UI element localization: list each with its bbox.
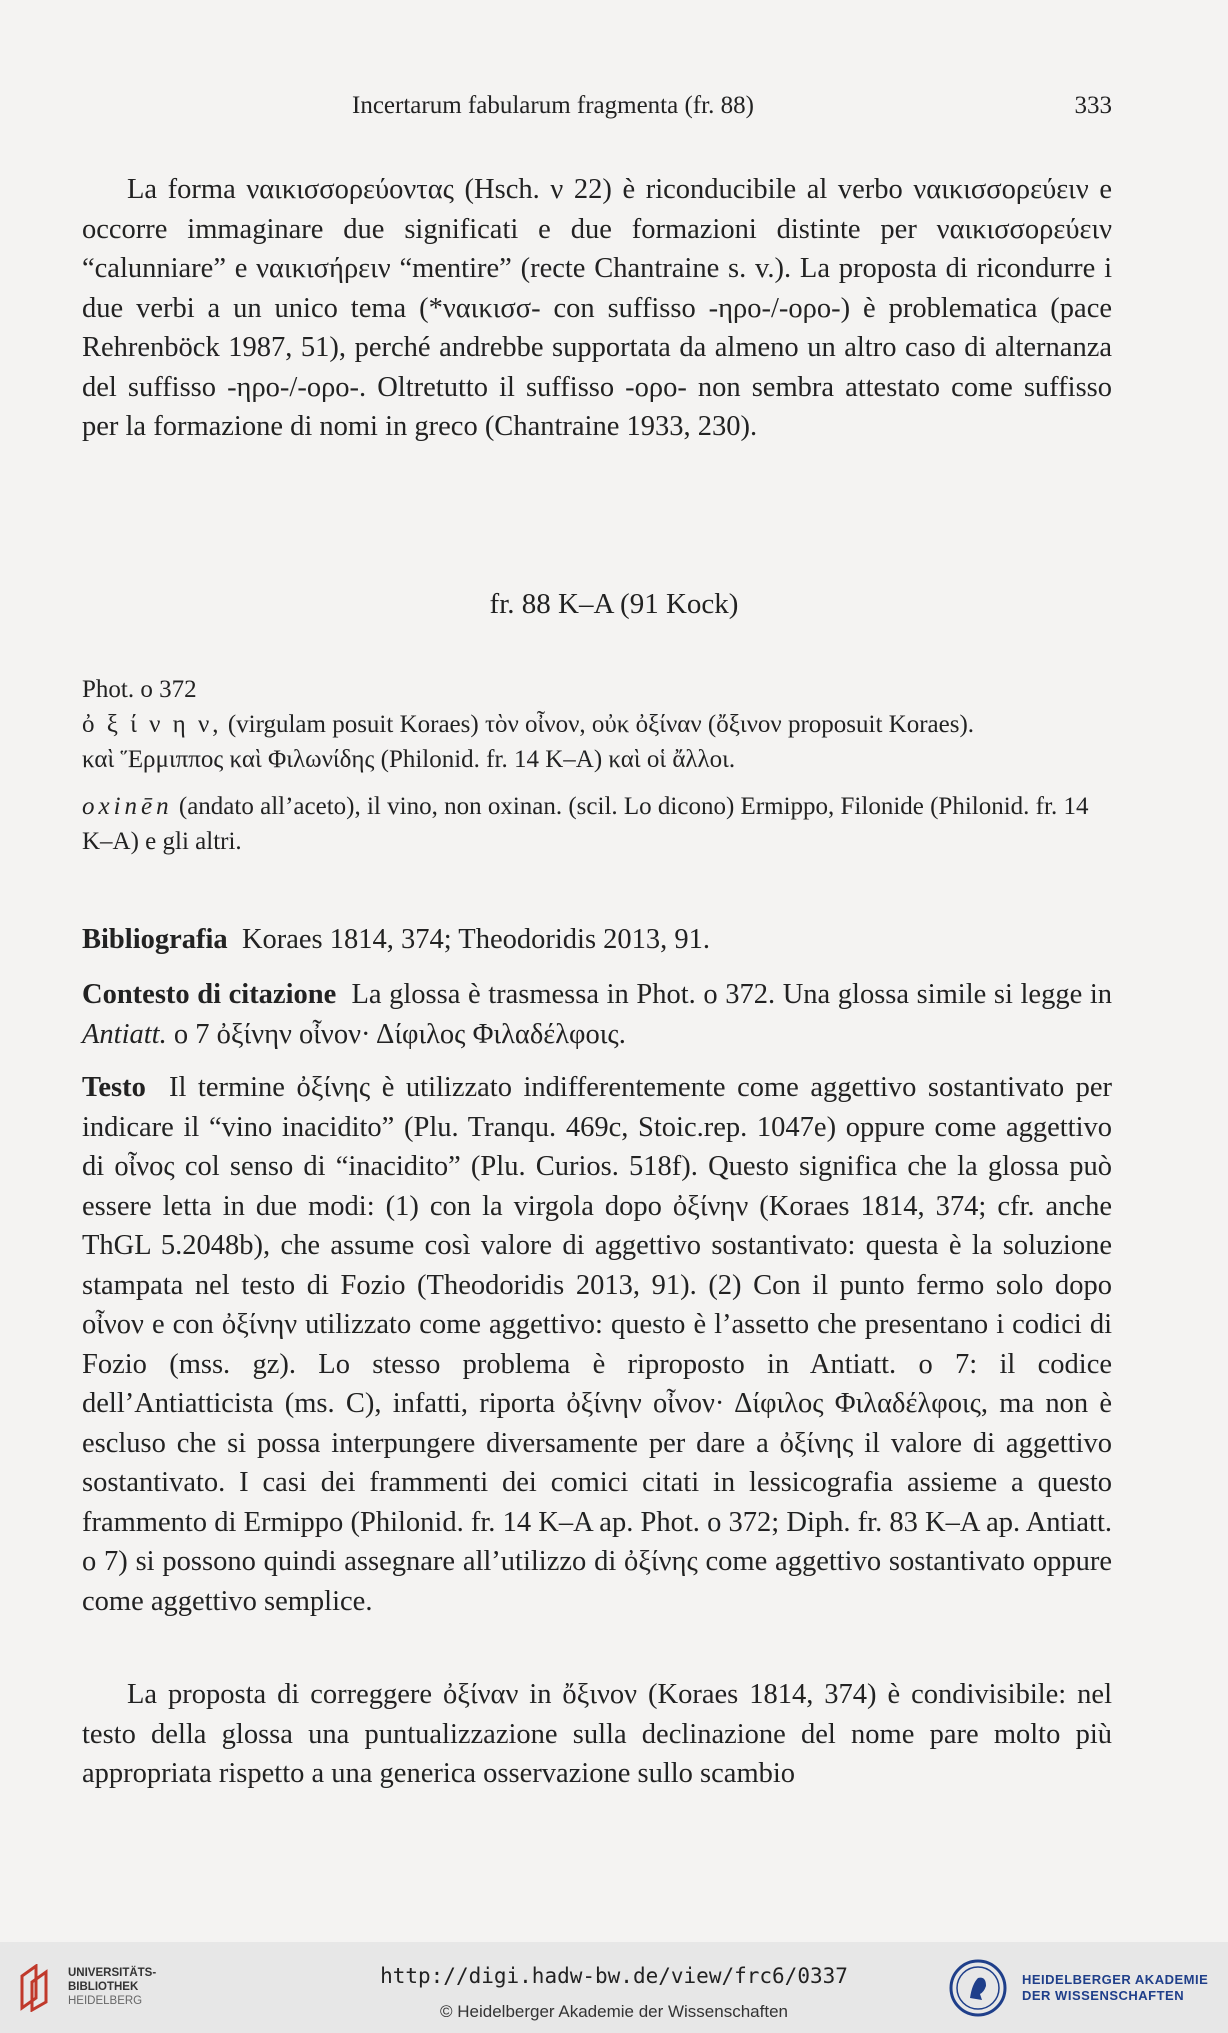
fragment-title: fr. 88 K–A (91 Kock) <box>489 588 739 620</box>
permalink-url[interactable]: http://digi.hadw-bw.de/view/frc6/0337 <box>380 1964 848 1988</box>
greek-text-line-1 <box>82 707 1112 742</box>
bibliografia-text: Koraes 1814, 374; Theodoridis 2013, 91. <box>241 924 711 955</box>
paragraph-1: La forma ναικισσορεύοντας (Hsch. ν 22) è riconducibile al verbo ναικισσορεύειν e occorre immaginare due significati e due formazioni distinte per ναικισσορεύειν “calunniare” e ναικισήρειν “mentire” (recte Chantraine s. v.). La proposta di ricondurre i due verbi a un unico tema (*ναικισσ- con suffisso -ηρο-/-ορο-) è problematica (pace Rehrenböck 1987, 51), perché andrebbe supportata da almeno un altro caso di alternanza del suffisso -ηρο-/-ορο-. Oltretutto il suffisso -ορο- non sembra attestato come suffisso per la formazione di nomi in greco (Chantraine 1933, 230). <box>82 174 1112 442</box>
translation <box>82 789 1112 859</box>
ub-line-2: BIBLIOTHEK <box>68 1981 139 1993</box>
ub-line-3: HEIDELBERG <box>68 1995 143 2007</box>
greek-text-line-2: καὶ Ἕρμιππος καὶ Φιλωνίδης (Philonid. fr. 14 K–A) καὶ οἱ ἄλλοι. <box>82 746 736 773</box>
contesto-label: Contesto di citazione <box>82 979 337 1010</box>
last-paragraph: La proposta di correggere ὀξίναν in ὄξινον (Koraes 1814, 374) è condivisibile: nel testo della glossa una puntualizzazione sulla declinazione del nome pare molto più appropriata rispetto a una generica osservazione sullo scambio <box>82 1679 1112 1789</box>
academy-line-1: HEIDELBERGER AKADEMIE <box>1022 1972 1209 1987</box>
greek-text-rest: (virgulam posuit Koraes) τὸν οἶνον, οὐκ ὀξίναν (ὄξινον proposuit Koraes). <box>221 711 975 738</box>
testo-text: Il termine ὀξίνης è utilizzato indifferentemente come aggettivo sostantivato per indicare il “vino inacidito” (Plu. Tranqu. 469c, Stoic.rep. 1047e) oppure come aggettivo di οἶνος col senso di “inacidito” (Plu. Curios. 518f). Questo significa che la glossa può essere letta in due modi: (1) con la virgola dopo ὀξίνην (Koraes 1814, 374; cfr. anche ThGL 5.2048b), che assume così valore di aggettivo sostantivato: questa è la soluzione stampata nel testo di Fozio (Theodoridis 2013, 91). (2) Con il punto fermo solo dopo οἶνον e con ὀξίνην utilizzato come aggettivo: questo è l’assetto che presentano i codici di Fozio (mss. gz). Lo stesso problema è riproposto in Antiatt. ο 7: il codice dell’Antiatticista (ms. C), infatti, riporta ὀξίνην οἶνον· Δίφιλος Φιλαδέλφοις, ma non è escluso che si possa interpungere diversamente per dare a ὀξίνης il valore di aggettivo sostantivato. I casi dei frammenti dei comici citati in lessicografia assieme a questo frammento di Ermippo (Philonid. fr. 14 K–A ap. Phot. ο 372; Diph. fr. 83 K–A ap. Antiatt. ο 7) si possono quindi assegnare all’utilizzo di ὀξίνης come aggettivo sostantivato oppure come aggettivo semplice. <box>82 1072 1112 1617</box>
contesto-text-b: Antiatt. <box>82 1018 167 1050</box>
testo-label: Testo <box>82 1072 146 1103</box>
contesto-text-c: ο 7 ὀξίνην οἶνον· Δίφιλος Φιλαδέλφοις. <box>166 1018 626 1050</box>
running-title: Incertarum fabularum fragmenta (fr. 88) <box>352 92 754 119</box>
bibliografia-section <box>82 920 1112 960</box>
contesto-section <box>82 975 1112 1054</box>
footer-bar <box>0 1942 1228 2033</box>
academy-name <box>1022 1972 1208 2004</box>
testo-section <box>82 1068 1112 1621</box>
academy-line-2: DER WISSENSCHAFTEN <box>1022 1988 1185 2003</box>
source-block <box>82 672 1112 859</box>
bibliografia-label: Bibliografia <box>82 924 228 955</box>
translation-text: (andato all’aceto), il vino, non oxinan. (scil. Lo dicono) Ermippo, Filonide (Philonid. fr. 14 K–A) e gli altri. <box>82 793 1089 855</box>
translation-lemma: oxinēn <box>82 793 173 820</box>
page-number: 333 <box>1074 92 1112 119</box>
source-ref: Phot. ο 372 <box>82 676 197 703</box>
ub-line-1: UNIVERSITÄTS- <box>68 1967 157 1979</box>
copyright-notice: © Heidelberger Akademie der Wissenschaften <box>440 2002 788 2021</box>
academy-seal-icon <box>948 1958 1008 2018</box>
contesto-text-a: La glossa è trasmessa in Phot. ο 372. Una glossa simile si legge in <box>351 979 1112 1010</box>
greek-lemma: ὀ ξ ί ν η ν, <box>82 711 222 738</box>
